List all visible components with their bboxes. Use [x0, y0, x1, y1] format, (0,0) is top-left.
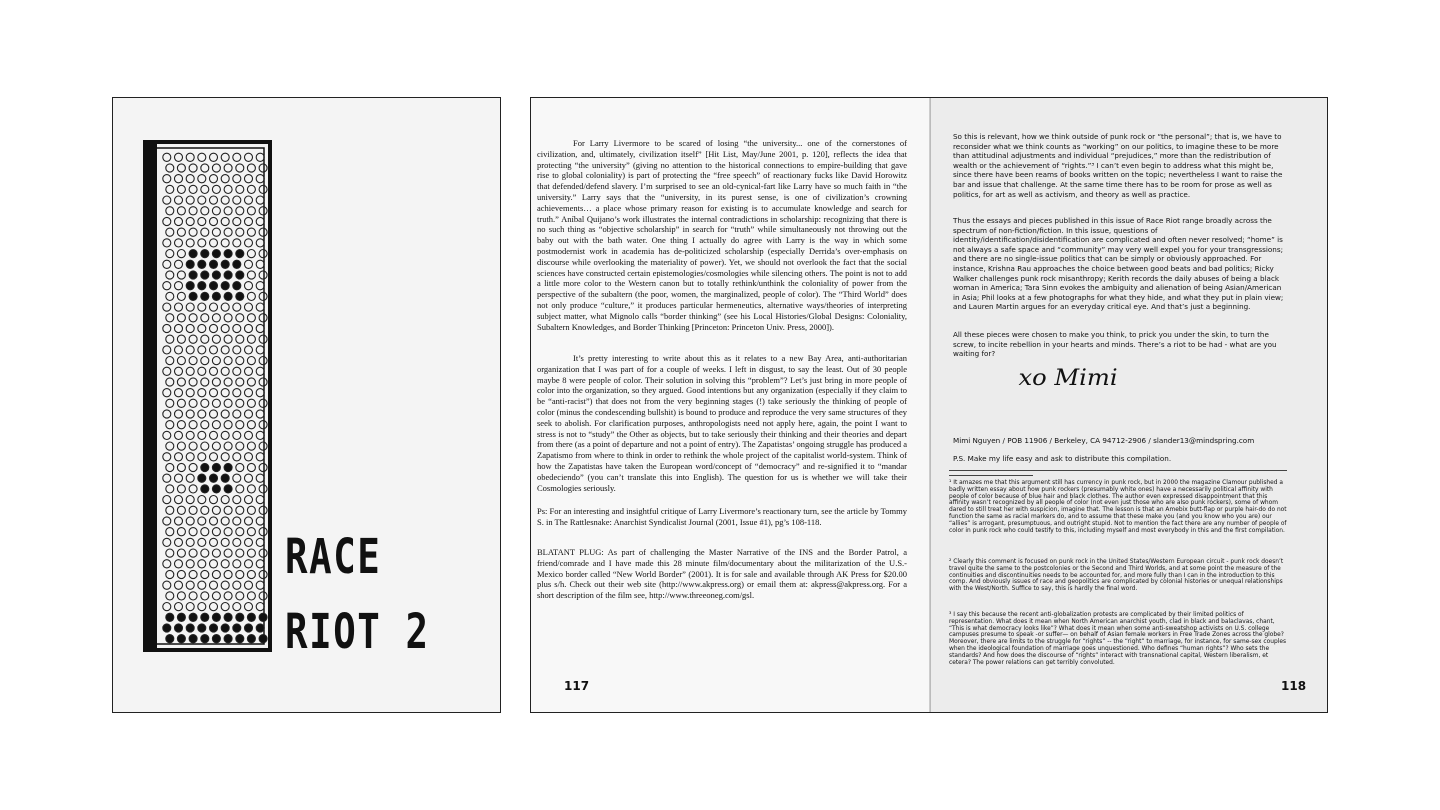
footnote-separator — [949, 475, 1033, 476]
essay-paragraph-1: For Larry Livermore to be scared of losing “the university... one of the cornerstones of civilization, and, ultimately, civilization itself” [Hit List, May/June 2001, p. 120], reflects the idea that protecting “the university” (giving no attention to the historical connections to empire-building that gave rise to global coloniality) is part of protecting the “free speech” of reactionary fucks like David Horowitz that defended/defend slavery. I’m surprised to see an old-cynical-fart like Larry have so much faith in “the university.” Larry says that the “university, in its purest sense, is one of civilization’s crowning achievements… a place whose primary reason for existing is to accumulate knowledge and search for truth.” Aníbal Quijano’s work illustrates the internal contradictions in scholarship: recognizing that there is no such thing as “objective scholarship” in search for “truth” while simultaneously not throwing out the baby out with the bath water. One thing I actually do agree with Larry is the way in which some postmodernist work in academia has de-politicized scholarship (especially Derrida’s over-emphasis on discourse while overlooking the materiality of power). Yet, we should not overlook the fact that the social sciences have constructed certain epistemologies/cosmologies while silencing others. The point is not to add a little more color to the Western canon but to totally rethink/unthink the coloniality of power from the perspective of the subaltern (the poor, women, the marginalized, people of color). The “Third World” does not only produce “culture,” it produces particular hermeneutics, alternative ways/theories of interpreting subject matter, what Mignolo calls “border thinking” (see his Local Histories/Global Designs: Coloniality, Subaltern Knowledges, and Border Thinking [Princeton: Princeton Univ. Press, 2000]). — [537, 138, 907, 332]
page-number-left: 117 — [564, 679, 590, 693]
cover-title-line-1: RACE — [285, 529, 382, 585]
intro-paragraph-3: All these pieces were chosen to make you think, to prick you under the skin, to turn the screw, to incite rebellion in your hearts and minds. There’s a riot to be had - what are you waiting for? — [953, 330, 1277, 359]
intro-paragraph-2: Thus the essays and pieces published in this issue of Race Riot range broadly across the spectrum of non-fiction/fiction. In this issue, questions of identity/identification/disidentification are complicated and often never resolved; “home” is not always a safe space and “community” may very well expel you for your transgressions; and there are no single-issue politics that can be simply or obviously approached. For instance, Krishna Rau approaches the choice between good beats and bad politics; Ricky Walker challenges punk rock misanthropy; Kerith records the daily abuses of being a black woman in America; Tara Sinn evokes the ambiguity and alienation of being Asian/American in Asia; Phil looks at a few photographs for what they hide, and what they put in plain view; and Lauren Martin argues for an everyday critical eye. And that’s just a beginning. — [953, 216, 1284, 312]
contact-address: Mimi Nguyen / POB 11906 / Berkeley, CA 94712-2906 / slander13@mindspring.com — [953, 436, 1255, 445]
book-spread — [530, 97, 1328, 713]
page-number-right: 118 — [1281, 679, 1307, 693]
page-117 — [531, 98, 929, 712]
blatant-plug-note: BLATANT PLUG: As part of challenging the Master Narrative of the INS and the Border Patrol, a friend/comrade and I have made this 28 minute film/documentary about the militarization of the U.S.-Mexico border called “New World Border” (2001). It is for sale and available through AK Press for $20.00 plus s/h. Check out their web site (http://www.akpress.org) or email them at: akpress@akpress.org. For a short description of the film see, http://www.threeoneg.com/gsl. — [537, 547, 907, 601]
essay-paragraph-2: It’s pretty interesting to write about this as it relates to a new Bay Area, anti-authoritarian organization that I was part of for a couple of weeks. I left in disgust, to say the least. Out of 30 people maybe 8 were people of color. Their solution in solving this “problem”? Let’s just bring in more people of color into the organization, so they argued. Good intentions but any organization (especially if they claim to be “anti-racist”) that does not from the very beginning stages (!) take seriously the thinking of people of color (minus the condescending bullshit) is bound to produce and reproduce the very same structures of they seek to abolish. For clarification purposes, anthropologists need not apply here, again, the point I want to stress is not to “study” the Other as objects, but to take seriously their thinking and their theories and depart from there (as a point of departure and not a point of entry). The Zapatistas’ ongoing struggle has produced a Zapatismo from where to think in order to rethink the whole project of the capitalist world-system. Think of how the Zapatistas have taken the European word/concept of “democracy” and re-signified it to “mandar obedeciendo” (you can’t translate this into English). The question for us is whether we will take their Cosmologies seriously. — [537, 353, 907, 493]
cover-page — [112, 97, 501, 713]
handwritten-signature: xo Mimi — [1018, 366, 1118, 391]
cover-dot-pattern-artwork — [143, 140, 272, 652]
postscript-note: Ps: For an interesting and insightful critique of Larry Livermore’s reactionary turn, see the article by Tommy S. in The Rattlesnake: Anarchist Syndicalist Journal (2001, Issue #1), pg’s 108-118. — [537, 506, 907, 527]
footnote-1: ¹ It amazes me that this argument still has currency in punk rock, but in 2000 the magazine Clamour published a badly written essay about how punk rockers (presumably white ones) have a necessarily political affinity with people of color because of blue hair and black clothes. The author even expressed disappointment that this affinity wasn’t recognized by all people of color (not even just those who are also punk rockers), some of whom dared to still treat her with suspicion, imagine that. The lesson is that an Amebix butt-flap or purple hair-do do not function the same as racial markers do, and to assume that these make you (and you know who you are) our “allies” is arrogant, presumptuous, and outright stupid. Not to mention the fact there are any number of people of color in punk rock who could testify to this, including myself and most everybody in this and the first compilation. — [949, 480, 1287, 534]
intro-paragraph-1: So this is relevant, how we think outside of punk rock or “the personal”; that is, we have to reconsider what we think counts as “working” on our politics, to imagine these to be more than attitudinal adjustments and individual “prejudices,” more than the redistribution of wealth or the achievement of “rights.”³ I can’t even begin to address what this might be, since there have been reams of books written on the topic; nevertheless I want to raise the bar and issue that challenge. At the same time there has to be room for prose as well as politics, for art as well as activism, and theory as well as practice. — [953, 132, 1283, 199]
page-118 — [931, 98, 1327, 712]
footnote-3: ³ I say this because the recent anti-globalization protests are complicated by their limited politics of representation. What does it mean when North American anarchist youth, clad in black and balaclavas, chant, “This is what democracy looks like”? What does it mean when some anti-sweatshop activists on U.S. college campuses presume to speak -or suffer— on behalf of Asian female workers in Free Trade Zones across the globe? Moreover, there are limits to the struggle for “rights” -- the “right” to marriage, for instance, for same-sex couples when the ideological foundation of marriage goes unquestioned. Who defines “human rights”? Who sets the standards? And how does the discourse of “rights” interact with transnational capital, Western liberalism, et cetera? The power relations can get terribly convoluted. — [949, 612, 1287, 666]
footnote-2: ² Clearly this comment is focused on punk rock in the United States/Western European circuit - punk rock doesn’t travel quite the same to the postcolonies or the Second and Third Worlds, and at some point the measure of the continuities and discontinuities needs to be accounted for, and more fully than I can in the introduction to this comp. And obviously issues of race and geopolitics are complicated by colonial histories or unequal relationships with the West/North. Suffice to say, this is hardly the final word. — [949, 559, 1284, 593]
postscript: P.S. Make my life easy and ask to distribute this compilation. — [953, 454, 1172, 463]
divider — [949, 470, 1287, 471]
cover-title-line-2: RIOT 2 — [285, 604, 430, 660]
